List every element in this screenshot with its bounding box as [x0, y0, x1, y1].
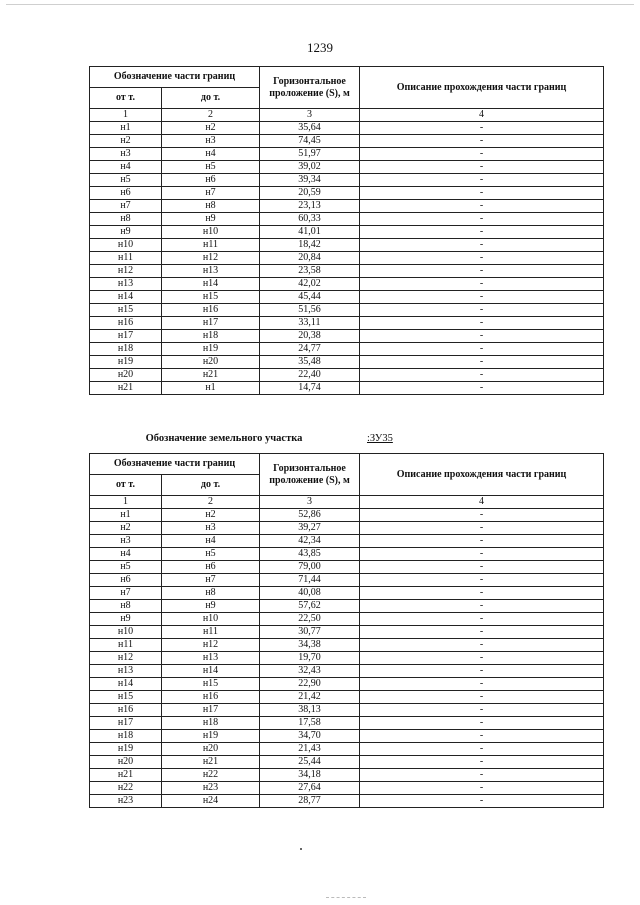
to-point: н14: [162, 278, 260, 291]
boundary-description: -: [360, 213, 604, 226]
from-point: н8: [90, 213, 162, 226]
table-row: [90, 626, 604, 639]
from-point: н7: [90, 587, 162, 600]
horizontal-distance: 22,40: [260, 369, 360, 382]
horizontal-distance: 23,58: [260, 265, 360, 278]
to-point: н19: [162, 730, 260, 743]
horizontal-distance: 18,42: [260, 239, 360, 252]
from-point: н20: [90, 756, 162, 769]
col-number: 2: [162, 496, 260, 509]
from-point: н5: [90, 561, 162, 574]
table-row: [90, 278, 604, 291]
boundary-description: -: [360, 587, 604, 600]
to-point: н9: [162, 600, 260, 613]
from-point: н18: [90, 730, 162, 743]
boundary-description: -: [360, 200, 604, 213]
from-point: н15: [90, 691, 162, 704]
table-row: [90, 574, 604, 587]
from-point: н17: [90, 330, 162, 343]
to-point: н1: [162, 382, 260, 395]
to-point: н11: [162, 626, 260, 639]
table-row: [90, 743, 604, 756]
from-point: н18: [90, 343, 162, 356]
horizontal-distance: 39,34: [260, 174, 360, 187]
horizontal-distance: 42,34: [260, 535, 360, 548]
from-point: н16: [90, 317, 162, 330]
to-point: н7: [162, 187, 260, 200]
to-point: н22: [162, 769, 260, 782]
boundary-description: -: [360, 665, 604, 678]
col-number: 1: [90, 496, 162, 509]
boundary-description: -: [360, 278, 604, 291]
table-row: [90, 795, 604, 808]
boundary-description: -: [360, 356, 604, 369]
horizontal-distance: 22,90: [260, 678, 360, 691]
table-row: [90, 174, 604, 187]
boundary-description: -: [360, 317, 604, 330]
from-point: н6: [90, 187, 162, 200]
from-point: н17: [90, 717, 162, 730]
to-point: н14: [162, 665, 260, 678]
boundary-description: -: [360, 174, 604, 187]
to-point: н17: [162, 317, 260, 330]
to-point: н18: [162, 330, 260, 343]
table-row: [90, 382, 604, 395]
from-point: н11: [90, 252, 162, 265]
boundary-description: -: [360, 782, 604, 795]
from-point: н19: [90, 356, 162, 369]
boundary-description: -: [360, 795, 604, 808]
horizontal-distance: 42,02: [260, 278, 360, 291]
to-point: н5: [162, 161, 260, 174]
table-row: [90, 200, 604, 213]
to-point: н2: [162, 122, 260, 135]
boundary-description: -: [360, 639, 604, 652]
table-row: [90, 304, 604, 317]
boundary-description: -: [360, 678, 604, 691]
to-point: н16: [162, 304, 260, 317]
to-point: н8: [162, 200, 260, 213]
col-number: 2: [162, 109, 260, 122]
to-point: н5: [162, 548, 260, 561]
boundary-description: -: [360, 148, 604, 161]
to-point: н9: [162, 213, 260, 226]
horizontal-distance: 33,11: [260, 317, 360, 330]
boundary-description: -: [360, 730, 604, 743]
horizontal-distance: 39,27: [260, 522, 360, 535]
col-number: 1: [90, 109, 162, 122]
table-row: [90, 561, 604, 574]
horizontal-distance: 21,43: [260, 743, 360, 756]
boundary-description: -: [360, 574, 604, 587]
table-row: [90, 665, 604, 678]
to-point: н6: [162, 174, 260, 187]
boundary-description: -: [360, 343, 604, 356]
from-point: н9: [90, 226, 162, 239]
to-point: н23: [162, 782, 260, 795]
to-point: н24: [162, 795, 260, 808]
horizontal-distance: 20,59: [260, 187, 360, 200]
table-row: [90, 548, 604, 561]
boundary-description: -: [360, 135, 604, 148]
horizontal-distance: 34,18: [260, 769, 360, 782]
table-row: [90, 343, 604, 356]
horizontal-distance: 14,74: [260, 382, 360, 395]
to-point: н20: [162, 743, 260, 756]
horizontal-distance: 51,56: [260, 304, 360, 317]
from-point: н8: [90, 600, 162, 613]
horizontal-distance: 30,77: [260, 626, 360, 639]
boundary-description: -: [360, 239, 604, 252]
boundary-table-2: [89, 453, 604, 808]
horizontal-distance: 27,64: [260, 782, 360, 795]
from-point: н22: [90, 782, 162, 795]
table-row: [90, 613, 604, 626]
header-from: от т.: [90, 88, 162, 109]
header-part-designation: Обозначение части границ: [90, 67, 260, 88]
from-point: н1: [90, 122, 162, 135]
to-point: н3: [162, 522, 260, 535]
from-point: н6: [90, 574, 162, 587]
horizontal-distance: 41,01: [260, 226, 360, 239]
boundary-table-1: [89, 66, 604, 395]
horizontal-distance: 71,44: [260, 574, 360, 587]
horizontal-distance: 35,48: [260, 356, 360, 369]
horizontal-distance: 45,44: [260, 291, 360, 304]
to-point: н11: [162, 239, 260, 252]
land-plot-id: :ЗУ35: [367, 433, 393, 444]
from-point: н16: [90, 704, 162, 717]
table-row: [90, 213, 604, 226]
from-point: н21: [90, 769, 162, 782]
table-row: [90, 756, 604, 769]
table-row: [90, 135, 604, 148]
table-row: [90, 769, 604, 782]
table-row: [90, 122, 604, 135]
horizontal-distance: 39,02: [260, 161, 360, 174]
to-point: н21: [162, 756, 260, 769]
header-to: до т.: [162, 88, 260, 109]
horizontal-distance: 24,77: [260, 343, 360, 356]
boundary-description: -: [360, 743, 604, 756]
table-row: [90, 678, 604, 691]
to-point: н21: [162, 369, 260, 382]
to-point: н4: [162, 148, 260, 161]
table-row: [90, 291, 604, 304]
boundary-description: -: [360, 509, 604, 522]
col-number: 4: [360, 109, 604, 122]
from-point: н2: [90, 522, 162, 535]
horizontal-distance: 79,00: [260, 561, 360, 574]
header-description: Описание прохождения части границ: [360, 67, 604, 109]
from-point: н21: [90, 382, 162, 395]
table-row: [90, 652, 604, 665]
horizontal-distance: 60,33: [260, 213, 360, 226]
from-point: н14: [90, 291, 162, 304]
boundary-description: -: [360, 122, 604, 135]
from-point: н2: [90, 135, 162, 148]
boundary-description: -: [360, 600, 604, 613]
table-row: [90, 730, 604, 743]
col-number: 3: [260, 109, 360, 122]
from-point: н12: [90, 652, 162, 665]
table-row: [90, 704, 604, 717]
from-point: н12: [90, 265, 162, 278]
table-row: [90, 148, 604, 161]
boundary-description: -: [360, 265, 604, 278]
horizontal-distance: 57,62: [260, 600, 360, 613]
table-row: [90, 639, 604, 652]
boundary-description: -: [360, 252, 604, 265]
boundary-description: -: [360, 769, 604, 782]
from-point: н13: [90, 278, 162, 291]
header-part-designation: Обозначение части границ: [90, 454, 260, 475]
to-point: н3: [162, 135, 260, 148]
horizontal-distance: 38,13: [260, 704, 360, 717]
to-point: н13: [162, 265, 260, 278]
horizontal-distance: 52,86: [260, 509, 360, 522]
horizontal-distance: 20,38: [260, 330, 360, 343]
table-row: [90, 356, 604, 369]
table-row: [90, 239, 604, 252]
from-point: н10: [90, 626, 162, 639]
horizontal-distance: 32,43: [260, 665, 360, 678]
table-row: [90, 330, 604, 343]
to-point: н15: [162, 291, 260, 304]
boundary-description: -: [360, 330, 604, 343]
table-row: [90, 782, 604, 795]
horizontal-distance: 35,64: [260, 122, 360, 135]
table-row: [90, 587, 604, 600]
table-row: [90, 717, 604, 730]
table-row: [90, 226, 604, 239]
table-row: [90, 600, 604, 613]
boundary-description: -: [360, 535, 604, 548]
horizontal-distance: 17,58: [260, 717, 360, 730]
to-point: н13: [162, 652, 260, 665]
col-number: 4: [360, 496, 604, 509]
boundary-description: -: [360, 187, 604, 200]
page-number: 1239: [307, 40, 333, 55]
header-from: от т.: [90, 475, 162, 496]
horizontal-distance: 22,50: [260, 613, 360, 626]
boundary-description: -: [360, 304, 604, 317]
header-horizontal: Горизонтальное проложение (S), м: [260, 454, 360, 496]
from-point: н23: [90, 795, 162, 808]
to-point: н20: [162, 356, 260, 369]
horizontal-distance: 20,84: [260, 252, 360, 265]
col-number: 3: [260, 496, 360, 509]
header-horizontal: Горизонтальное проложение (S), м: [260, 67, 360, 109]
horizontal-distance: 74,45: [260, 135, 360, 148]
boundary-description: -: [360, 382, 604, 395]
scan-dot: [300, 848, 302, 850]
from-point: н4: [90, 161, 162, 174]
from-point: н3: [90, 148, 162, 161]
scan-edge-line: [326, 897, 366, 898]
boundary-description: -: [360, 691, 604, 704]
boundary-description: -: [360, 756, 604, 769]
table-row: [90, 369, 604, 382]
boundary-description: -: [360, 161, 604, 174]
from-point: н3: [90, 535, 162, 548]
horizontal-distance: 23,13: [260, 200, 360, 213]
header-to: до т.: [162, 475, 260, 496]
table-row: [90, 691, 604, 704]
table-row: [90, 522, 604, 535]
from-point: н9: [90, 613, 162, 626]
table-row: [90, 265, 604, 278]
boundary-description: -: [360, 561, 604, 574]
to-point: н12: [162, 639, 260, 652]
from-point: н5: [90, 174, 162, 187]
horizontal-distance: 28,77: [260, 795, 360, 808]
from-point: н14: [90, 678, 162, 691]
to-point: н19: [162, 343, 260, 356]
horizontal-distance: 25,44: [260, 756, 360, 769]
to-point: н16: [162, 691, 260, 704]
land-plot-label: Обозначение земельного участка: [145, 433, 303, 444]
from-point: н15: [90, 304, 162, 317]
boundary-description: -: [360, 548, 604, 561]
to-point: н10: [162, 613, 260, 626]
to-point: н4: [162, 535, 260, 548]
boundary-description: -: [360, 717, 604, 730]
boundary-description: -: [360, 291, 604, 304]
to-point: н8: [162, 587, 260, 600]
horizontal-distance: 40,08: [260, 587, 360, 600]
to-point: н18: [162, 717, 260, 730]
to-point: н7: [162, 574, 260, 587]
from-point: н13: [90, 665, 162, 678]
table-row: [90, 187, 604, 200]
to-point: н10: [162, 226, 260, 239]
horizontal-distance: 34,70: [260, 730, 360, 743]
table-row: [90, 509, 604, 522]
to-point: н17: [162, 704, 260, 717]
table-row: [90, 317, 604, 330]
horizontal-distance: 19,70: [260, 652, 360, 665]
land-plot-designation-row: [89, 431, 603, 447]
scan-edge-line: [6, 4, 634, 5]
from-point: н4: [90, 548, 162, 561]
horizontal-distance: 34,38: [260, 639, 360, 652]
boundary-description: -: [360, 704, 604, 717]
table-row: [90, 252, 604, 265]
to-point: н6: [162, 561, 260, 574]
boundary-description: -: [360, 522, 604, 535]
boundary-description: -: [360, 369, 604, 382]
boundary-description: -: [360, 226, 604, 239]
boundary-description: -: [360, 652, 604, 665]
to-point: н15: [162, 678, 260, 691]
table-row: [90, 161, 604, 174]
horizontal-distance: 21,42: [260, 691, 360, 704]
from-point: н1: [90, 509, 162, 522]
boundary-description: -: [360, 626, 604, 639]
from-point: н7: [90, 200, 162, 213]
boundary-description: -: [360, 613, 604, 626]
table-row: [90, 535, 604, 548]
from-point: н20: [90, 369, 162, 382]
from-point: н19: [90, 743, 162, 756]
to-point: н12: [162, 252, 260, 265]
horizontal-distance: 43,85: [260, 548, 360, 561]
header-description: Описание прохождения части границ: [360, 454, 604, 496]
from-point: н10: [90, 239, 162, 252]
to-point: н2: [162, 509, 260, 522]
horizontal-distance: 51,97: [260, 148, 360, 161]
from-point: н11: [90, 639, 162, 652]
